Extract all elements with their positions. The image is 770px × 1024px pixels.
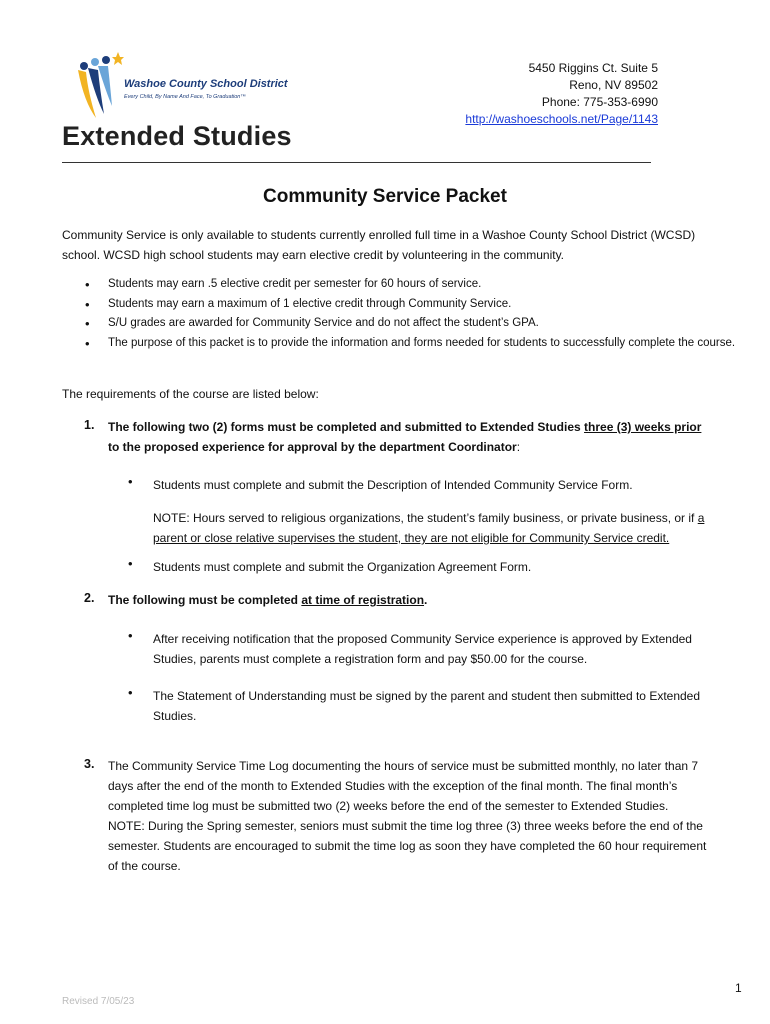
phone-number: Phone: 775-353-6990 [541,95,658,109]
website-link[interactable]: http://washoeschools.net/Page/1143 [465,112,658,126]
requirement-1-note: NOTE: Hours served to religious organizations, the student’s family business, or private business, or if a parent or close relative supervises the student, they are not eligible for Community Service credit. [153,511,705,545]
list-item: • The purpose of this packet is to provide the information and forms needed for students to successfully complete the course. [108,334,748,354]
bullet-icon: • [128,556,133,571]
list-item: • Students may earn .5 elective credit per semester for 60 hours of service. [108,275,748,295]
requirement-2-number: 2. [84,591,95,605]
list-item: • S/U grades are awarded for Community Service and do not affect the student’s GPA. [108,314,748,334]
requirement-3-body: The Community Service Time Log documenting the hours of service must be submitted monthly, no later than 7 days after the end of the month to Extended Studies with the exception of the final month. The final month’s completed time log must be submitted two (2) weeks before the end of the semester to Extended Studies. [108,759,699,813]
requirement-2-sub-1: After receiving notification that the proposed Community Service experience is approved by Extended Studies, parents must complete a registration form and pay $50.00 for the course. [153,632,692,666]
requirement-1-text: The following two (2) forms must be completed and submitted to Extended Studies three (3) weeks prior to the proposed experience for approval by the department Coordinator: [108,420,702,454]
requirement-1-sub-1: Students must complete and submit the Description of Intended Community Service Form. [153,478,633,492]
bullet-icon: • [128,628,133,643]
requirement-2-text: The following must be completed at time of registration. [108,593,428,607]
requirement-1-number: 1. [84,418,95,432]
wcsd-logo [74,52,288,120]
page-title: Community Service Packet [263,186,507,207]
bullet-icon: • [128,474,133,489]
contact-address [465,60,658,128]
bullet-icon: • [128,685,133,700]
page-number: 1 [735,981,742,995]
summary-list [62,275,748,353]
logo-figures-icon [74,52,124,120]
address-line-1: 5450 Riggins Ct. Suite 5 [528,61,658,75]
requirement-3-text [108,756,708,876]
revision-date: Revised 7/05/23 [62,996,135,1007]
requirement-3-number: 3. [84,757,95,771]
logo-tagline: Every Child, By Name And Face, To Graduation™ [124,94,246,100]
requirements-intro: The requirements of the course are listed below: [62,387,319,401]
header-divider [62,162,651,163]
requirement-3-note: NOTE: During the Spring semester, seniors must submit the time log three (3) three weeks before the end of the semester. Students are encouraged to submit the time log as soon they have completed the 60 hour requirement of the course. [108,819,707,873]
requirement-1-sub-2: Students must complete and submit the Organization Agreement Form. [153,560,532,574]
requirement-2-sub-2: The Statement of Understanding must be signed by the parent and student then submitted to Extended Studies. [153,689,701,723]
department-heading: Extended Studies [62,121,292,151]
address-line-2: Reno, NV 89502 [569,78,658,92]
intro-paragraph: Community Service is only available to students currently enrolled full time in a Washoe County School District (WCSD) school. WCSD high school students may earn elective credit by volunteering in the community. [62,228,696,262]
list-item: • Students may earn a maximum of 1 elective credit through Community Service. [108,295,748,315]
logo-district-name: Washoe County School District [124,78,288,90]
